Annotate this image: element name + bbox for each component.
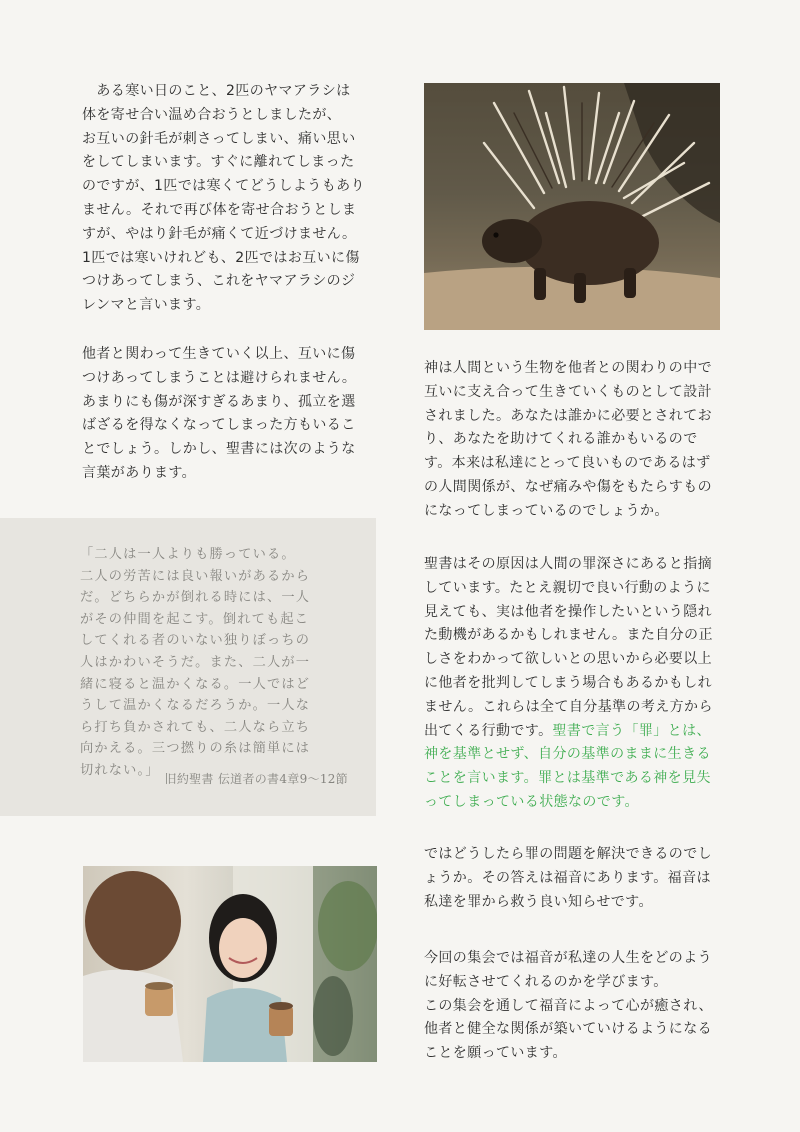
paragraph-god-design: 神は人間という生物を他者との関わりの中で 互いに支え合って生きていくものとして設計 されました。あなたは誰かに必要とされてお り、あなたを助けてくれる誰かもいるので す。本来は私達にとって良いものであるはず の人間関係が、なぜ痛みや傷をもたらすもの になってしまっているのでしょうか。: [424, 360, 712, 519]
paragraph-gathering: 今回の集会では福音が私達の人生をどのよう に好転させてくれるのかを学びます。 この集会を通して福音によって心が癒され、 他者と健全な関係が築いていけるようになる ことを願っています。: [424, 950, 713, 1062]
two-women-illustration: [83, 866, 377, 1062]
bible-quote-text: 「二人は一人よりも勝っている。 二人の労苦には良い報いがあるから だ。どちらかが倒れる時には、一人 がその仲間を起こす。倒れても起こ してくれる者のいない独りぼっちの 人はかわいそうだ。また、二人が一 緒に寝ると温かくなる。一人ではど うして温かくなるだろうか。一人な ら打ち負かされても、二人なら立ち 向かえる。三つ撚りの糸は簡単には 切れない。」: [80, 547, 311, 778]
sin-definition-highlight: 聖書で言う「罪」とは、 神を基準とせず、自分の基準のままに生きる ことを言います。罪とは基準である神を見失 ってしまっている状態なのです。: [424, 722, 711, 810]
paragraph-sin: [424, 553, 724, 815]
two-women-coffee-photo: [83, 866, 377, 1062]
paragraph-gospel-solution: ではどうしたら罪の問題を解決できるのでし ょうか。その答えは福音にあります。福音は 私達を罪から救う良い知らせです。: [424, 846, 712, 910]
paragraph-porcupine-dilemma: ある寒い日のこと、2匹のヤマアラシは 体を寄せ合い温め合おうとしましたが、 お互いの針毛が刺さってしまい、痛い思い をしてしまいます。すぐに離れてしまった のですが、1匹では寒くてどうしようもあり ません。それで再び体を寄せ合おうとしま すが、やはり針毛が痛くて近づけません。 1匹では寒いけれども、2匹ではお互いに傷 つけあってしまう、これをヤマアラシのジ レンマと言います。: [82, 83, 365, 314]
porcupine-photo: [424, 83, 720, 330]
paragraph-relationships: 他者と関わって生きていく以上、互いに傷 つけあってしまうことは避けられません。 あまりにも傷が深すぎるあまり、孤立を選 ばざるを得なくなってしまった方もいるこ とでしょう。しかし、聖書には次のような 言葉があります。: [82, 346, 357, 481]
bible-quote-box: [0, 518, 376, 816]
paragraph-sin-text: 聖書はその原因は人間の罪深さにあると指摘 しています。たとえ親切で良い行動のように 見えても、実は他者を操作したいという隠れ た動機があるかもしれません。また自分の正 しさをわかって欲しいとの思いから必要以上 に他者を批判してしまう場合もあるかもしれ ません。これらは全て自分基準の考え方から 出てくる行動です。: [424, 556, 713, 739]
bible-quote-source: 旧約聖書 伝道者の書4章9～12節: [164, 772, 348, 786]
porcupine-illustration: [424, 83, 720, 330]
